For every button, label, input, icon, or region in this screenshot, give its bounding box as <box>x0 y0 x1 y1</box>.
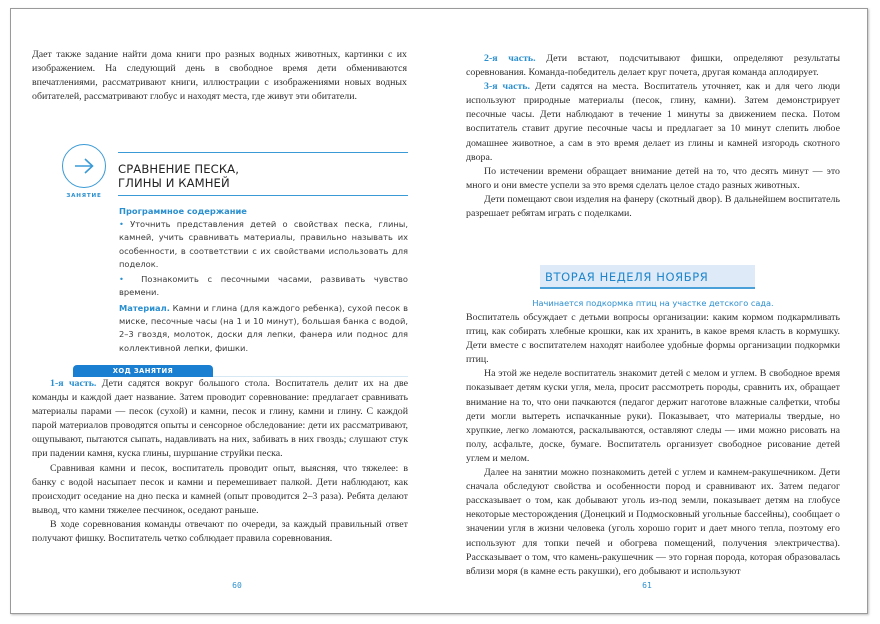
material-label: Материал. <box>119 302 170 313</box>
feeding-paragraph: Воспитатель обсуждает с детьми вопросы организации: каким кормом подкармливать птиц, как собирать хлебные крошки, как их хранить, в какое время класть в кормушку. Дети вместе с воспитателем находят наиболее удобные формы организации подкормки птиц. <box>466 312 840 366</box>
part2-label: 2-я часть. <box>484 53 536 64</box>
competition-paragraph: В ходе соревнования команды отвечают по очереди, за каждый правильный ответ получают фишку. Воспитатель четко соблюдает правила соревнования. <box>32 518 408 545</box>
crafts-paragraph: Дети помещают свои изделия на фанеру (скотный двор). В дальнейшем воспитатель разрешает ребятам играть с поделками. <box>466 193 840 220</box>
course-heading: ХОД ЗАНЯТИЯ <box>73 365 213 377</box>
part2-paragraph: 2-я часть. Дети встают, подсчитывают фишки, определяют результаты соревнования. Команда-победитель делает круг почета, другая команда аплодирует. <box>466 53 841 79</box>
program-content <box>119 205 408 357</box>
lesson-tag: ЗАНЯТИЕ <box>66 193 102 199</box>
program-heading: Программное содержание <box>119 206 247 216</box>
intro-paragraph: Дает также задание найти дома книги про разных водных животных, картинки с их изображением. На следующий день в свободное время дети обмениваются впечатлениями, рассматривают книги, иллюстрации с изображениями новых водных обитателей, рассматривают глобус и находят места, где живут эти обитатели. <box>32 49 407 103</box>
week-header <box>540 265 755 289</box>
page-number-right: 61 <box>642 581 652 590</box>
week-text <box>466 311 840 579</box>
left-page <box>11 9 440 613</box>
course-continuation <box>466 52 840 221</box>
lesson-title: СРАВНЕНИЕ ПЕСКА, ГЛИНЫ И КАМНЕЙ <box>118 162 240 190</box>
page-number-left: 60 <box>232 581 242 590</box>
right-page <box>440 9 869 613</box>
week-title: ВТОРАЯ НЕДЕЛЯ НОЯБРЯ <box>545 270 709 284</box>
part3-paragraph: 3-я часть. Дети садятся на места. Воспитатель уточняет, как и для чего люди используют природные материалы (песок, глину, камни). Затем демонстрирует песочные часы. Дети наблюдают в течение 1 минуты за движением песка. Потом воспитатель ставит другие песочные часы и предлагает за 10 минут слепить любое домашнее животное, а сам в это время делает из глины и камней изгородь скотного двора. <box>466 81 841 163</box>
time-paragraph: По истечении времени обращает внимание детей на то, что десять минут — это много и они вместе успели за это время сделать целое стадо разных животных. <box>466 165 840 191</box>
bullet-icon: • <box>119 219 124 229</box>
lesson-title-block <box>118 152 408 196</box>
part1-label: 1-я часть. <box>50 378 97 389</box>
program-item: • Познакомить с песочными часами, развивать чувство времени. <box>119 274 408 298</box>
course-heading-bar <box>73 365 408 377</box>
week-subtitle: Начинается подкормка птиц на участке детского сада. <box>532 298 774 308</box>
lesson-icon-circle <box>62 144 106 188</box>
course-text <box>32 377 408 546</box>
book-spread <box>10 8 868 614</box>
bullet-icon: • <box>119 274 124 285</box>
shell-rock-paragraph: Далее на занятии можно познакомить детей с углем и камнем-ракушечником. Дети сначала обследуют свойства и особенности пород и сравнивают их. Затем педагог рассказывает о том, как добывают уголь из-под земли, показывает детям на глобусе некоторые месторождения (Донецкий и Подмосковный угольные бассейны), сообщает о значении угля в жизни человека (уголь хорошо горит и дает много тепла, поэтому его используют для топки печей и обогрева помещений, получения электричества). Рассказывает о том, что камень-ракушечник — это горная порода, которая образовалась вблизи моря (в камне есть ракушки), его добывают и используют <box>466 467 840 577</box>
program-item: • Уточнить представления детей о свойствах песка, глины, камней, учить сравнивать материалы, правильно называть их особенности, в соответствии с их свойствами использовать для поделок. <box>119 219 408 269</box>
experiment-paragraph: Сравнивая камни и песок, воспитатель проводит опыт, выясняя, что тяжелее: в банку с водой насыпает песок и камни и перемешивает палкой. Дети наблюдают, как происходит оседание на дно песка и камней (опыт проводится 2–3 раза). Ребята делают вывод, что камни тяжелее песчинок, оседают раньше. <box>32 462 408 516</box>
part3-label: 3-я часть. <box>484 81 530 93</box>
part1-paragraph: 1-я часть. Дети садятся вокруг большого стола. Воспитатель делит их на две команды и каждой дает название. Затем проводит соревнование: предлагает сравнивать материалы парами — песок (сухой) и камни, песок и глину, камни и глину. С каждой парой материалов проводятся опыты и сенсорное обследование: дети их рассматривают, ощупывают, пытаются сыпать, надавливать на них, забивать в них гвоздь; слушают стук при падении камня, куска глины, шуршание струйки песка. <box>32 378 409 460</box>
material-paragraph: Материал. Камни и глина (для каждого ребенка), сухой песок в миске, песочные часы (на 1 и 10 минут), большая банка с водой, 2–3 гвоздя, молоток, доски для лепки, фанера или поднос для коллективной лепки, фишки. <box>119 302 408 353</box>
chalk-coal-paragraph: На этой же неделе воспитатель знакомит детей с мелом и углем. В свободное время показывает детям куски угля, мела, просит рассмотреть породы, сравнить их, обращает внимание на то, что они пачкаются (педагог держит наготове влажные салфетки, чтобы дети могли вытереть испачканные руки). Показывает, что материалы твердые, но хрупкие, легко ломаются, раскалываются, оставляют следы — ими можно рисовать на полу, асфальте, доске, бумаге. Воспитатель организует свободное рисование детей углем и мелом. <box>466 368 840 464</box>
arrow-right-icon <box>73 157 95 175</box>
